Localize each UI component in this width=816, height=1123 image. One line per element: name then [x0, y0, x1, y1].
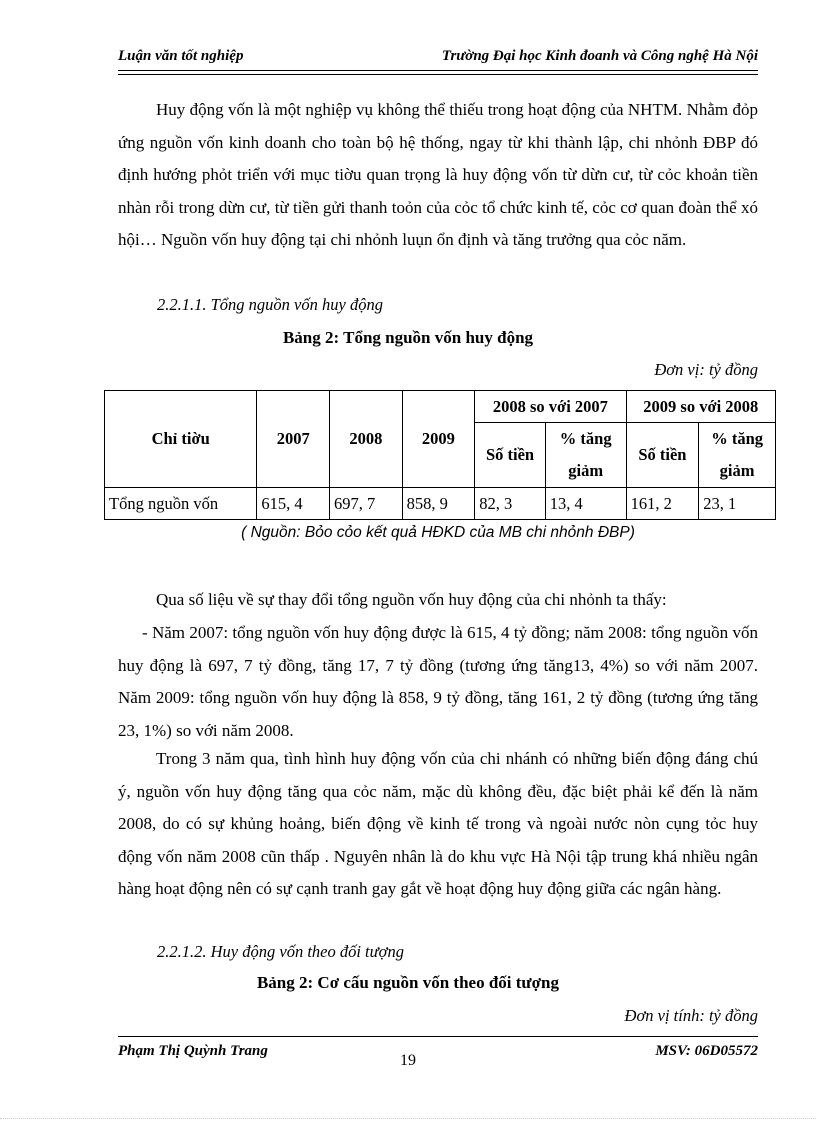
paragraph-analysis: Trong 3 năm qua, tình hình huy động vốn của chi nhánh có những biến động đáng chú ý, nguồn vốn huy động tăng qua cỏc năm, mặc dù không đều, đặc biệt phải kể đến là năm 2008, do có sự khủng hoảng, biến động về kinh tế trong và ngoài nước nòn cụng tỏc huy động vốn năm 2008 cũn thấp . Nguyên nhân là do khu vực Hà Nội tập trung khá nhiều ngân hàng hoạt động nên có sự cạnh tranh gay gắt về hoạt động huy động giữa các ngân hàng.	[118, 749, 758, 899]
cell-2007: 615, 4	[257, 488, 330, 520]
page-number: 19	[400, 1052, 416, 1069]
paragraph-intro: Huy động vốn là một nghiệp vụ không thể thiếu trong hoạt động của NHTM. Nhằm đỏp ứng nguồn vốn kinh doanh cho toàn bộ hệ thống, ngay từ khi thành lập, chi nhỏnh ĐBP đó định hướng phỏt triển với mục tiờu quan trọng là huy động vốn từ dừn cư, từ cỏc khoản tiền nhàn rỗi trong dừn cư, từ tiền gửi thanh toỏn của cỏc tổ chức kinh tế, cỏc cơ quan đoàn thể xó hội… Nguồn vốn huy động tại chi nhỏnh luụn ổn định và tăng trưởng qua cỏc năm.	[118, 100, 758, 250]
cell-pct-1: 13, 4	[545, 488, 626, 520]
col-header-pct-1: % tăng giảm	[545, 423, 626, 488]
table1-unit: Đơn vị: tỷ đồng	[654, 360, 758, 379]
col-header-2009-vs-2008: 2009 so với 2008	[626, 391, 775, 423]
cell-amount-2: 161, 2	[626, 488, 699, 520]
cell-amount-1: 82, 3	[475, 488, 546, 520]
paragraph-yearly-figures: - Năm 2007: tổng nguồn vốn huy động được là 615, 4 tỷ đồng; năm 2008: tổng nguồn vốn huy động là 697, 7 tỷ đồng, tăng 17, 7 tỷ đồng (tương ứng tăng13, 4%) so với năm 2007. Năm 2009: tổng nguồn vốn huy động là 858, 9 tỷ đồng, tăng 161, 2 tỷ đồng (tương ứng tăng 23, 1%) so với năm 2008.	[118, 623, 758, 740]
col-header-amount-1: Số tiền	[475, 423, 546, 488]
table-total-capital	[104, 390, 776, 520]
footer-author: Phạm Thị Quỳnh Trang	[118, 1043, 268, 1059]
section-heading-by-customer: 2.2.1.2. Huy động vốn theo đối tượng	[157, 942, 404, 961]
section-heading-total-capital: 2.2.1.1. Tổng nguồn vốn huy động	[157, 295, 383, 314]
col-header-pct-2: % tăng giảm	[699, 423, 776, 488]
cell-pct-2: 23, 1	[699, 488, 776, 520]
cell-indicator: Tổng nguồn vốn	[105, 488, 257, 520]
col-header-2008-vs-2007: 2008 so với 2007	[475, 391, 626, 423]
cell-2008: 697, 7	[330, 488, 403, 520]
footer-student-id: MSV: 06D05572	[655, 1043, 758, 1059]
header-thesis-title: Luận văn tốt nghiệp	[118, 48, 244, 64]
table1-caption: Bảng 2: Tổng nguồn vốn huy động	[282, 328, 534, 347]
col-header-2009: 2009	[402, 391, 475, 488]
page-header	[118, 44, 758, 71]
table2-caption: Bảng 2: Cơ cấu nguồn vốn theo đối tượng	[256, 973, 560, 992]
col-header-2008: 2008	[330, 391, 403, 488]
table2-unit: Đơn vị tính: tỷ đồng	[624, 1006, 758, 1025]
table-row	[105, 488, 776, 520]
cell-2009: 858, 9	[402, 488, 475, 520]
col-header-amount-2: Số tiền	[626, 423, 699, 488]
table1-source: ( Nguồn: Bỏo cỏo kết quả HĐKD của MB chi nhỏnh ĐBP)	[241, 524, 635, 541]
header-rule	[118, 74, 758, 75]
col-header-indicator: Chỉ tiờu	[105, 391, 257, 488]
paragraph-observation: Qua số liệu về sự thay đổi tổng nguồn vốn huy động của chi nhỏnh ta thấy:	[156, 590, 667, 609]
header-university-name: Trường Đại học Kinh đoanh và Công nghệ Hà Nội	[441, 48, 758, 64]
page-edge-dotted-line	[0, 1118, 816, 1119]
col-header-2007: 2007	[257, 391, 330, 488]
